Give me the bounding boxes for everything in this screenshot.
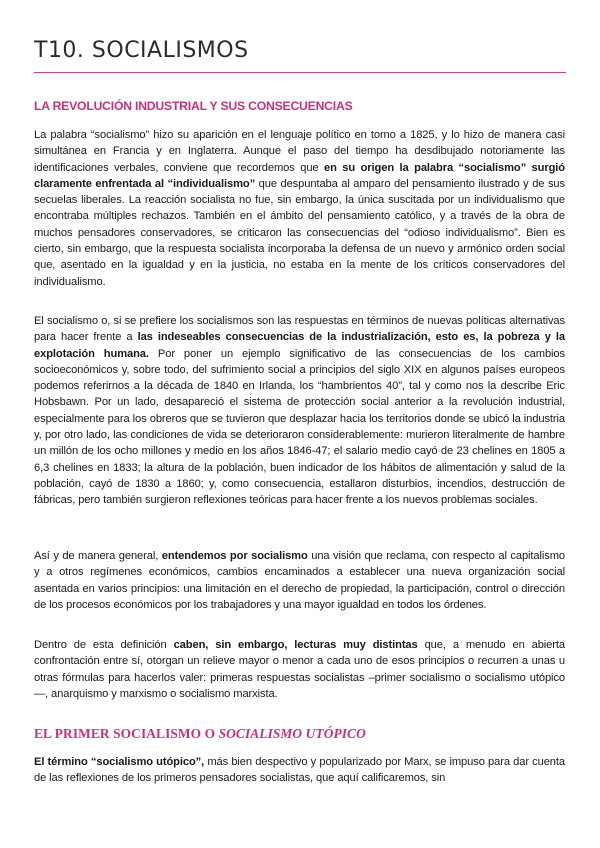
paragraph-text: que, a menudo en abierta confrontación entre sí, otorgan un relieve mayor o menor a cada uno de esos principios o recurren a unas u otras fórmulas para hacerlos valer: primeras respuestas socialistas –primer socialismo o socialismo utópico—, anarquismo y marxismo o socialismo marxista. [34,639,565,700]
document-title: T10. SOCIALISMOS [34,38,249,63]
paragraph-text: Dentro de esta definición [34,639,174,651]
paragraph-consequences-industrialization [34,313,565,509]
paragraph-emphasis: entendemos por socialismo [161,550,308,562]
section-heading-utopian-socialism [34,726,366,742]
paragraph-emphasis: en su origen la palabra “socialismo” surgió claramente enfrentada al “individualismo” [34,161,565,190]
paragraph-definition-socialism [34,548,565,613]
heading-italic-text: SOCIALISMO UTÓPICO [218,726,366,741]
paragraph-emphasis: las indeseables consecuencias de la industrialización, esto es, la pobreza y la explotación humana. [34,331,565,360]
paragraph-text: Así y de manera general, [34,550,162,562]
title-divider [34,72,566,73]
paragraph-utopian-term [34,754,565,787]
heading-text: EL PRIMER SOCIALISMO O [34,726,219,741]
paragraph-text: más bien despectivo y popularizado por Marx, se impuso para dar cuenta de las reflexiones de los primeros pensadores socialistas, que aquí calificaremos, sin [34,756,565,785]
paragraph-emphasis: caben, sin embargo, lecturas muy distintas [173,639,418,651]
paragraph-text: El socialismo o, si se prefiere los socialismos son las respuestas en términos de nuevas políticas alternativas para hacer frente a [34,315,565,344]
paragraph-emphasis: El término “socialismo utópico”, [34,756,205,768]
paragraph-different-readings [34,637,565,702]
paragraph-text: La palabra “socialismo” hizo su aparición en el lenguaje político en torno a 1825, y lo hizo de manera casi simultánea en Francia y en Inglaterra. Aunque el paso del tiempo ha desdibujado notoriamente las identificaciones verbales, conviene que recordemos que [34,129,565,174]
paragraph-origin-of-socialism [34,127,565,290]
section-heading-industrial-revolution: LA REVOLUCIÓN INDUSTRIAL Y SUS CONSECUENCIAS [34,99,353,113]
paragraph-text: Por poner un ejemplo significativo de las consecuencias de los cambios socioeconómicos y, sobre todo, del sufrimiento social a principios del siglo XIX en algunos países europeos podemos referirnos a la década de 1840 en Irlanda, los “hambrientos 40”, tal y como nos la describe Eric Hobsbawn. Por un lado, desapareció el sistema de protección social anterior a la revolución industrial, especialmente para los obreros que se tuvieron que desplazar hacia los territorios donde se ubicó la industria y, por otro lado, las condiciones de vida se deterioraron considerablemente: murieron literalmente de hambre un millón de los ocho millones y medio en los años 1846-47; el salario medio cayó de 23 chelines en 1805 a 6,3 chelines en 1833; la altura de la población, buen indicador de los hábitos de alimentación y salud de la población, cayó de 1830 a 1860; y, como consecuencia, estallaron disturbios, incendios, destrucción de fábricas, pero también surgieron reflexiones teóricas para hacer frente a los nuevos problemas sociales. [34,347,565,507]
paragraph-text: que despuntaba al amparo del pensamiento ilustrado y de sus secuelas liberales. La reacción socialista no fue, sin embargo, la única suscitada por un individualismo que encontraba múltiples rechazos. También en el ámbito del pensamiento católico, y a través de la obra de muchos pensadores conservadores, se criticaron las consecuencias del “odioso individualismo”. Bien es cierto, sin embargo, que la respuesta socialista incorporaba la defensa de un nuevo y armónico orden social que, asentado en la igualdad y en la justicia, no estaba en la mente de los críticos conservadores del individualismo. [34,177,565,288]
paragraph-text: una visión que reclama, con respecto al capitalismo y a otros regímenes económicos, cambios encaminados a establecer una nueva organización social asentada en varios principios: una limitación en el derecho de propiedad, la participación, control o dirección de los procesos económicos por los trabajadores y una mayor igualdad en todos los órdenes. [34,550,566,611]
